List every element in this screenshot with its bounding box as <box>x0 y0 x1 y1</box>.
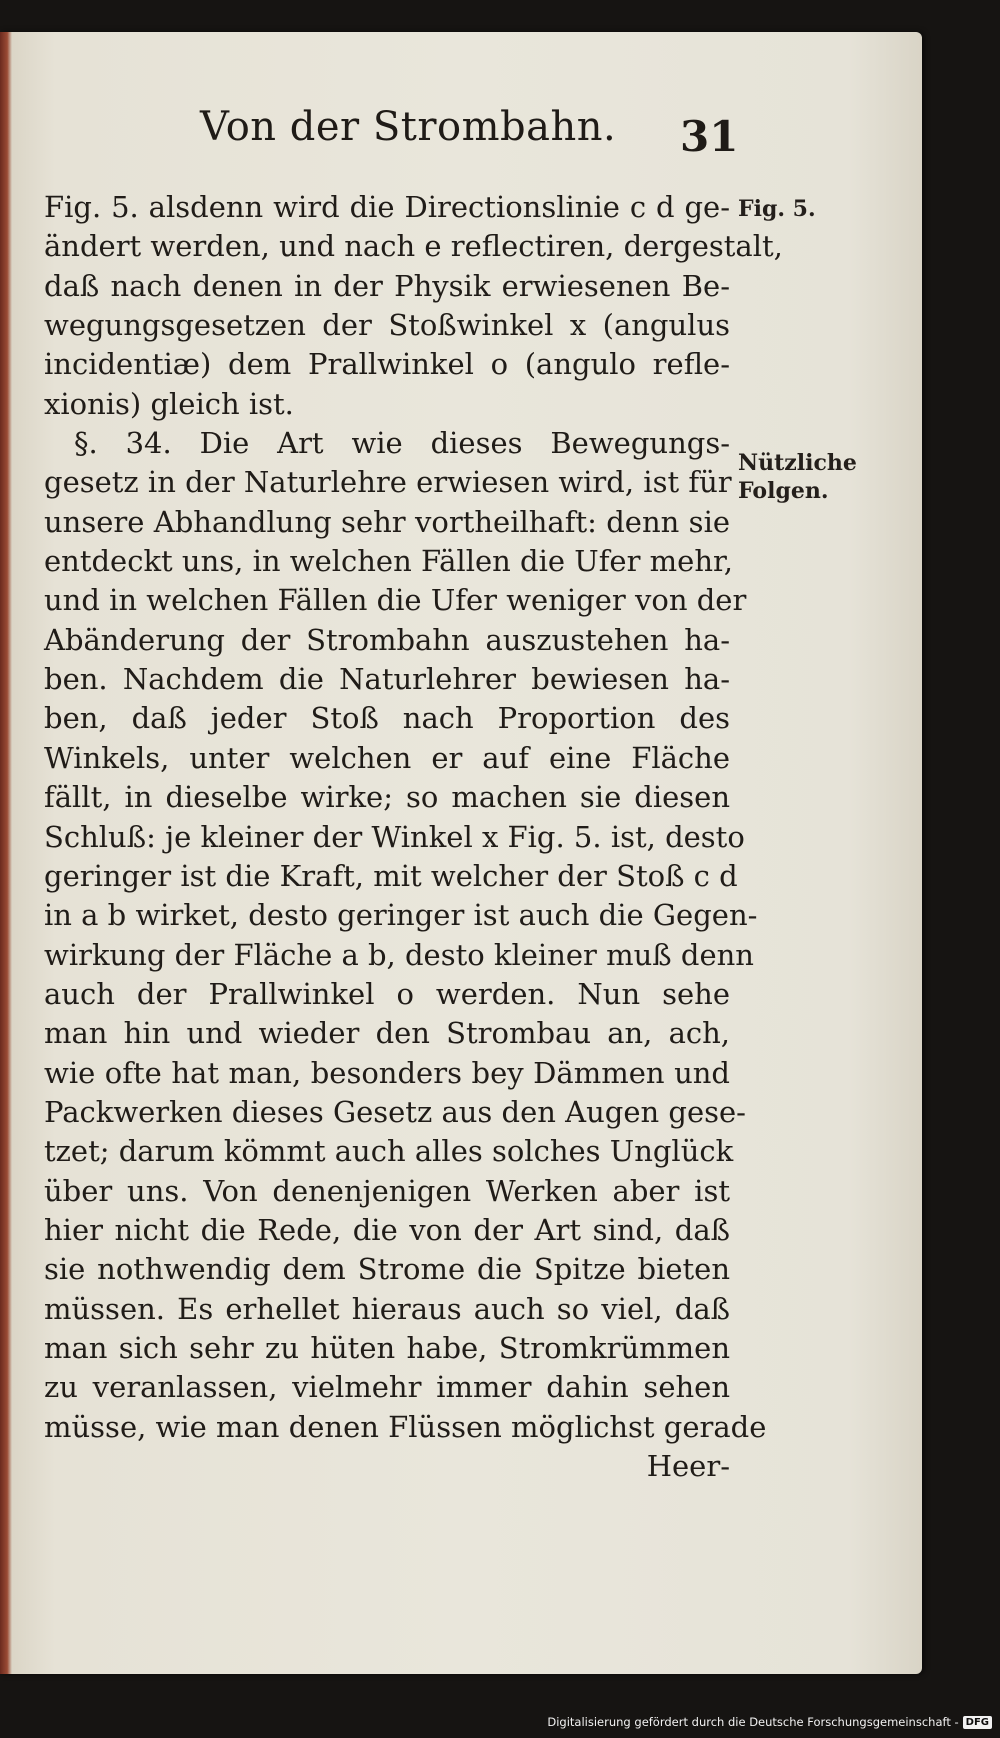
running-head-title: Von der Strombahn. <box>200 104 617 150</box>
text-line: entdeckt uns, in welchen Fällen die Ufer mehr, <box>44 544 733 579</box>
text-line: unsere Abhandlung sehr vortheilhaft: denn sie <box>44 504 730 539</box>
text-line: gesetz in der Naturlehre erwiesen wird, ist für <box>44 465 732 500</box>
footer-credit: Digitalisierung gefördert durch die Deutsche Forschungsgemeinschaft - <box>547 1715 959 1729</box>
dfg-logo: DFG <box>963 1716 992 1729</box>
text-line: Abänderung der Strombahn auszustehen ha- <box>44 622 730 657</box>
text-line: geringer ist die Kraft, mit welcher der Stoß c d <box>44 858 738 893</box>
text-line: über uns. Von denenjenigen Werken aber ist <box>44 1173 730 1208</box>
text-line: wie ofte hat man, besonders bey Dämmen und <box>44 1055 730 1090</box>
text-line: hier nicht die Rede, die von der Art sind, daß <box>44 1212 730 1247</box>
text-line: Winkels, unter welchen er auf eine Fläche <box>44 740 730 775</box>
text-line: und in welchen Fällen die Ufer weniger von der <box>44 583 747 618</box>
text-line: müssen. Es erhellet hieraus auch so viel, daß <box>44 1291 730 1326</box>
text-line: §. 34. Die Art wie dieses Bewegungs- <box>74 426 730 461</box>
text-line: daß nach denen in der Physik erwiesenen Be- <box>44 268 730 303</box>
text-line: müsse, wie man denen Flüssen möglichst gerade <box>44 1409 767 1444</box>
text-line: sie nothwendig dem Strome die Spitze bieten <box>44 1252 730 1287</box>
text-line: ändert werden, und nach e reflectiren, dergestalt, <box>44 229 783 264</box>
text-line: wirkung der Fläche a b, desto kleiner muß denn <box>44 937 754 972</box>
catchword: Heer- <box>646 1449 730 1483</box>
text-line: Packwerken dieses Gesetz aus den Augen gese- <box>44 1094 746 1129</box>
text-line: wegungsgesetzen der Stoßwinkel x (angulus <box>44 308 730 343</box>
text-line: man sich sehr zu hüten habe, Stromkrümmen <box>44 1330 730 1365</box>
book-spine-edge <box>0 32 12 1674</box>
text-line: tzet; darum kömmt auch alles solches Unglück <box>44 1134 734 1169</box>
text-line: incidentiæ) dem Prallwinkel o (angulo refle- <box>44 347 730 382</box>
text-line: auch der Prallwinkel o werden. Nun sehe <box>44 976 730 1011</box>
text-line: xionis) gleich ist. <box>44 386 294 421</box>
margin-note-topic-line-2: Folgen. <box>738 478 829 504</box>
text-line: fällt, in dieselbe wirke; so machen sie diesen <box>44 780 730 815</box>
body-text <box>44 188 783 1486</box>
page-number: 31 <box>680 112 739 161</box>
text-line: man hin und wieder den Strombau an, ach, <box>44 1016 730 1051</box>
text-line: zu veranlassen, vielmehr immer dahin sehen <box>44 1370 730 1405</box>
text-line: Fig. 5. alsdenn wird die Directionslinie c d ge- <box>44 190 730 224</box>
margin-note-figure: Fig. 5. <box>738 196 816 222</box>
margin-note-topic-line-1: Nützliche <box>738 450 857 476</box>
text-line: ben, daß jeder Stoß nach Proportion des <box>44 701 730 736</box>
digitization-footer <box>547 1712 992 1732</box>
text-line: Schluß: je kleiner der Winkel x Fig. 5. ist, desto <box>44 819 745 854</box>
text-line: ben. Nachdem die Naturlehrer bewiesen ha- <box>44 662 730 697</box>
text-line: in a b wirket, desto geringer ist auch die Gegen- <box>44 898 758 933</box>
